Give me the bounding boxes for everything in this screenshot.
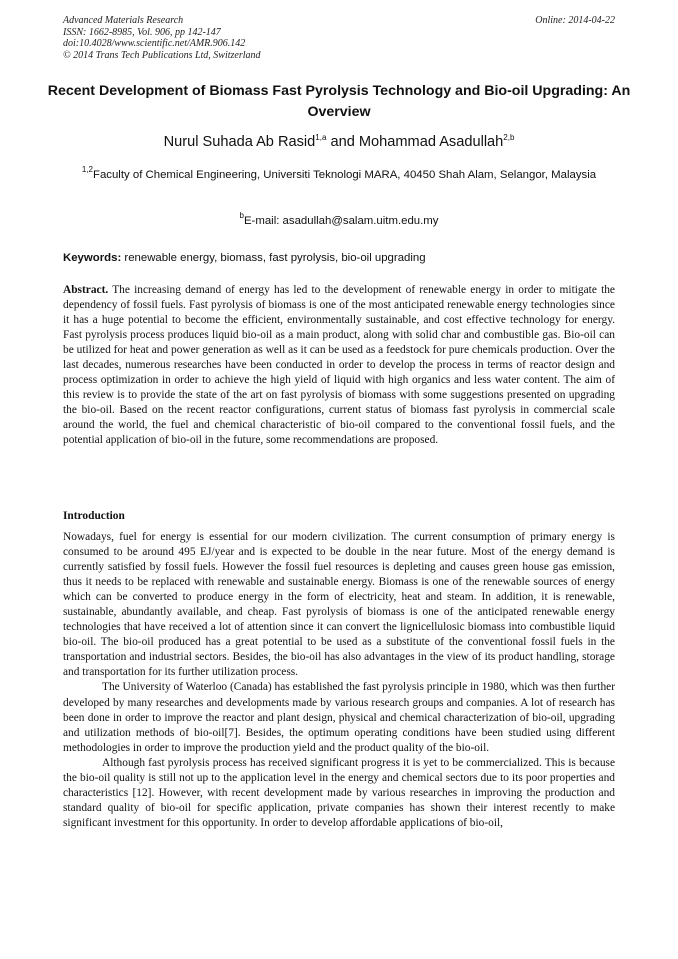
- author-superscript: 2,b: [503, 133, 515, 142]
- author-line: [40, 133, 638, 151]
- author-name: Mohammad Asadullah: [358, 134, 504, 150]
- email-superscript: b: [239, 211, 244, 220]
- author-conjunction: and: [326, 134, 359, 150]
- paragraph: Nowadays, fuel for energy is essential for our modern civilization. The current consumption of primary energy is consumed to be around 495 EJ/year and is expected to be double in the near future. Most of the energy demand is currently satisfied by fossil fuels. However the fossil fuel resources is depleting and causes green house gas emission, thus it needs to be replaced with renewable and sustainable energy. Biomass is one of the renewable sources of energy which can be converted to produce energy in the form of electricity, heat and steam. In addition, it is renewable, sustainable, abundantly available, and cheap. Fast pyrolysis of biomass is one of the anticipated renewable energy technologies that have received a lot of attention since it can convert the lignicellulosic biomass into combustible liquid bio-oil. The bio-oil produced has a great potential to be used as a substitute of the conventional fossil fuels in the transportation and industrial sectors. Besides, the bio-oil has also advantages in the view of its product handling, storage and transportation for its further utilization process.: [63, 531, 615, 679]
- doi-line: doi:10.4028/www.scientific.net/AMR.906.142: [63, 38, 246, 50]
- keywords: [63, 250, 615, 266]
- journal-header: [63, 15, 615, 61]
- paragraph: The University of Waterloo (Canada) has established the fast pyrolysis principle in 1980, which was then further developed by many researches and developments made by various research groups and companies. A lot of research has been done in order to improve the reactor and plant design, physical and chemical characterization of bio-oil, upgrading and utilization methods of bio-oil[7]. Besides, the optimum operating conditions have been studied using different methodologies in order to improve the production yield and the product quality of the bio-oil.: [63, 681, 615, 754]
- abstract: [63, 283, 615, 449]
- affiliation-superscript: 1,2: [81, 165, 93, 174]
- online-date: Online: 2014-04-22: [535, 15, 615, 26]
- author-name: Nurul Suhada Ab Rasid: [163, 134, 316, 150]
- affiliation: [60, 163, 618, 187]
- email-text: E-mail: asadullah@salam.uitm.edu.my: [243, 215, 439, 227]
- email-line: [40, 212, 638, 230]
- introduction-body: [63, 530, 615, 831]
- affiliation-text: Faculty of Chemical Engineering, Universiti Teknologi MARA, 40450 Shah Alam, Selangor, Malaysia: [92, 169, 597, 181]
- paragraph: Although fast pyrolysis process has received significant progress it is yet to be commercialized. This is because the bio-oil quality is still not up to the application level in the energy and chemical sectors due to its poor properties and characteristics [12]. However, with recent development made by various researches in improving the production and standard quality of bio-oil for specific application, private companies has shown their interest recently to make significant investment for this opportunity. In order to develop affordable applications of bio-oil,: [63, 756, 615, 829]
- abstract-text: The increasing demand of energy has led to the development of renewable energy in order to mitigate the dependency of fossil fuels. Fast pyrolysis of biomass is one of the most anticipated renewable energy technologies since it has a huge potential to become the efficient, environmentally sustainable, and cost effective technology for energy. Fast pyrolysis process produces liquid bio-oil as a main product, along with solid char and combustible gas. Bio-oil can be utilized for heat and power generation as well as it can be used as a feedstock for pure chemicals production. Over the last decades, numerous researches have been conducted in order to develop the process in terms of reactor design and process optimization in order to achieve the high yield of liquid with high organics and less water content. The aim of this review is to provide the state of the art on fast pyrolysis of biomass with some suggestions presented on upgrading the bio-oil. Based on the recent reactor configurations, current status of biomass fast pyrolysis in commercial scale around the world, the fuel and chemical characteristic of bio-oil compared to the conventional fossil fuels, and the potential application of bio-oil in the future, some recommendations are proposed.: [63, 284, 615, 447]
- journal-name: Advanced Materials Research: [63, 15, 184, 26]
- issn-line: ISSN: 1662-8985, Vol. 906, pp 142-147: [63, 26, 221, 38]
- author-superscript: 1,a: [315, 133, 327, 142]
- copyright-line: © 2014 Trans Tech Publications Ltd, Switzerland: [63, 49, 261, 61]
- section-heading: Introduction: [63, 510, 125, 522]
- keywords-text: renewable energy, biomass, fast pyrolysis, bio-oil upgrading: [121, 252, 426, 264]
- abstract-label: Abstract.: [63, 284, 109, 296]
- keywords-label: Keywords:: [63, 252, 122, 264]
- paper-title: Recent Development of Biomass Fast Pyrolysis Technology and Bio-oil Upgrading: An Overview: [47, 83, 631, 120]
